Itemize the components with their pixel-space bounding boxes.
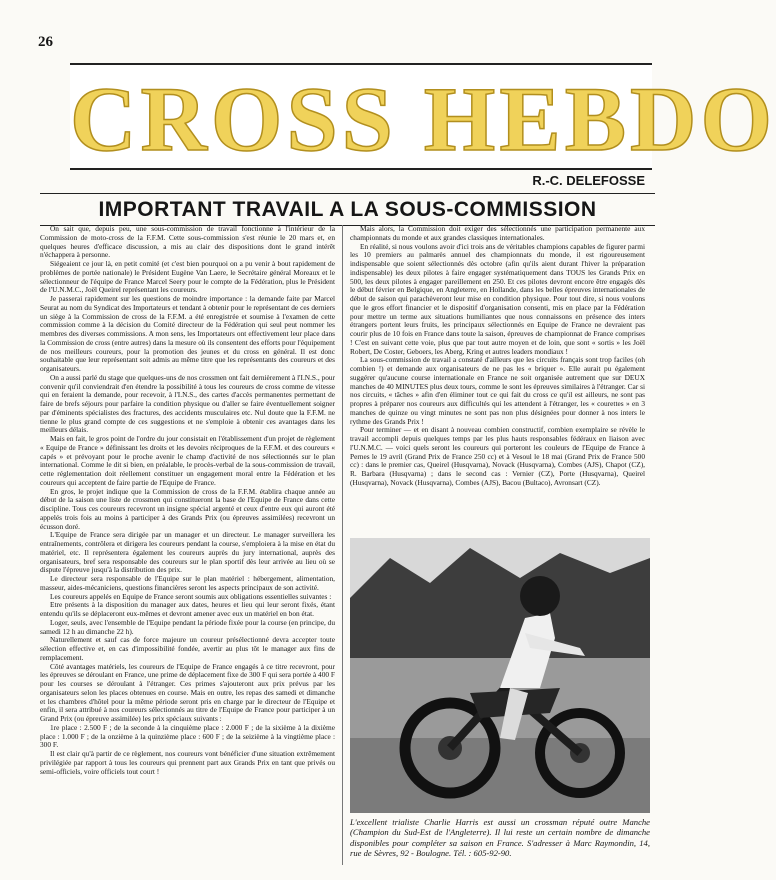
rider-illustration [350,538,650,813]
article-right-column [350,225,645,533]
paragraph: Etre présents à la disposition du manager aux dates, heures et lieu qui leur seront fixés, étant entendu qu'ils se déplaceront eux-mêmes et devront amener avec eux un matériel en bon état. [40,600,335,618]
paragraph: On sait que, depuis peu, une sous-commission de travail fonctionne à l'intérieur de la Commission de moto-cross de la F.F.M. Cette sous-commission s'est réunie le 20 mars et, en quelques heures d'efficace discussion, a mis au clair des dispositions dont le grand intérêt n'échappera à personne. [40,224,335,260]
paragraph: 1re place : 2.500 F ; de la seconde à la cinquième place : 2.000 F ; de la sixième à la dixième place : 1.000 F ; de la onzième à la quinzième place : 600 F ; de la seizième à la vingtième place : 300 F. [40,722,335,750]
paragraph: La sous-commission de travail a constaté d'ailleurs que les circuits français sont trop faciles (oh combien !) et demande aux organisateurs de ne pas les « briquer ». Elle aurait pu également suggérer qu'aucune course internationale en France ne soit organisée autrement que sur DEUX manches de 40 MINUTES plus deux tours, comme le sont les épreuves similaires à l'étranger. Car si nos circuits, « tâches » afin d'en éliminer tout ce qui fait du cross ce qu'il est ailleurs, ne sont pas propres à préparer nos coureurs aux difficultés qui les attendent à l'étranger, les « courettes » en 3 manches de quinze ou vingt minutes ne sont pas non plus désignées pour donner à nos inters le rythme des Grands Prix ! [350,355,645,426]
article-left-column [40,225,335,868]
paragraph: Pour terminer — et en disant à nouveau combien constructif, combien exemplaire se révèle le travail accompli depuis quelques temps par les plus hauts responsables fédéraux en liaison avec l'U.N.M.C. — voici quels seront les coureurs qui porteront les couleurs de l'Equipe de France à Pernes le 19 avril (Grand Prix de France 250 cc) et à Vesoul le 18 mai (Grand Prix de France 500 cc) : dans le premier cas, Queirel (Husqvarna), Novack (Husqvarna), Combes (AJS), Chapot (CZ), R. Barbara (Husqvarna) ; dans le second cas : Vernier (CZ), Porte (Husqvarna), Queirel (Husqvarna), Novack (Husqvarna), Combes (AJS), Bacou (Bultaco), Avronsart (CZ). [350,425,645,487]
motocross-photo [350,538,650,813]
paragraph: Loger, seuls, avec l'ensemble de l'Equipe pendant la période fixée pour la course (en principe, du samedi 12 h au dimanche 22 h). [40,617,335,636]
paragraph: Mais en fait, le gros point de l'ordre du jour consistait en l'établissement d'un projet de règlement « Equipe de France » définissant les droits et les devoirs réciproques de la F.F.M. et des coureurs « capés » et prévoyant pour le proche avenir le champ d'activité de nos sélectionnés sur le plan international. Comme le dit si bien, en préalable, le procès-verbal de la sous-commission de travail, cette réglementation doit réellement constituer un engagement moral entre la Fédération et les coureurs qui acceptent de faire partie de l'Equipe de France. [40,434,335,487]
paragraph: En réalité, si nous voulons avoir d'ici trois ans de véritables champions capables de figurer parmi les 10 premiers au palmarès annuel des championnats du monde, il est rigoureusement indispensable que soient sélectionnés dès octobre (afin qu'ils aient durant l'hiver la préparation indispensable) les deux pilotes à faire engager systématiquement dans TOUS les Grands Prix en 500, les deux pilotes à engager pareillement en 250. Et ces pilotes devront encore être engagés dès le début février en Belgique, en Angleterre, en Hollande, dans les belles épreuves internationales de début de saison qui parachèveront leur mise en condition physique. Pour tout dire, si nous voulons que le gros effort financier et le dispositif d'organisation consenti, mis en place par la Fédération pour mettre un terme aux situations humiliantes que nous connaissons en présence des inters étrangers portent leurs fruits, les principaux sélectionnés en Equipe de France ne devraient pas courir plus de 10 fois en France dans toute la saison, épreuves de championnat de France comprises ! C'est en suivant cette voie, plus que par tout autre moyen et de loin, que sont « sortis » les Joël Robert, De Coster, Geboers, les Aberg, Kring et autres leaders mondiaux ! [350,241,645,356]
paragraph: Côté avantages matériels, les coureurs de l'Equipe de France engagés à ce titre recevront, pour les épreuves se déroulant en France, une prime de déplacement fixe de 300 F qui sera portée à 400 F pour les courses se déroulant à l'étranger. Ces primes s'ajouteront aux prix prévus par les organisateurs selon les places obtenues en course. Mais en outre, les repas des samedi et dimanche et les chambres d'hôtel pour la même période seront pris en charge par le directeur de l'Equipe et enfin, il sera attribué à nos coureurs sélectionnés au titre de l'Equipe de France pour participer à un Grand Prix (ou épreuve assimilée) les prix spéciaux suivants : [40,661,335,723]
page-number: 26 [38,34,53,50]
paragraph: Le directeur sera responsable de l'Equipe sur le plan matériel : hébergement, alimentation, masseur, aides-mécaniciens, questions financières seront les aspects principaux de son activité. [40,574,335,592]
paragraph: Il est clair qu'à partir de ce règlement, nos coureurs vont bénéficier d'une situation extrêmement privilégiée par rapport à tous les coureurs qui prennent part aux Grands Prix en tant que privés ou semi-officiels, voire officiels tout court ! [40,749,335,776]
paragraph: Naturellement et sauf cas de force majeure un coureur présélectionné devra accepter toute sélection effective et, en cas d'impossibilité fondée, avertir au plus tôt le manager aux fins de remplacement. [40,635,335,662]
column-banner [70,63,776,170]
author-byline: R.-C. DELEFOSSE [532,173,645,188]
paragraph: Mais alors, la Commission doit exiger des sélectionnés une participation permanente aux championnats du monde et aux grandes classiques internationales. [350,224,645,242]
paragraph: Les coureurs appelés en Equipe de France seront soumis aux obligations essentielles suivantes : [50,591,332,601]
photo-caption: L'excellent trialiste Charlie Harris est aussi un crossman réputé outre Manche (Champion du Sud-Est de l'Angleterre). Il lui reste un certain nombre de dimanche disponibles pour compléter sa saison en France. S'adresser à Marc Raymondin, 14, rue de Sèvres, 92 - Boulogne. Tél. : 605-92-90. [350,817,650,859]
column-divider [342,225,343,865]
paragraph: On a aussi parlé du stage que quelques-uns de nos crossmen ont fait dernièrement à l'I.N.S., pour convenir qu'il conviendrait d'en étendre la possibilité à tous les coureurs de cross comme de vitesse qui en feraient la demande, pour recevoir, à l'I.N.S., des cartes d'accès permanentes permettant de faire de brefs séjours pour parfaire la condition physique ou d'aller se faire éventuellement soigner par d'éminents spécialistes des fractures, des accidents musculaires etc. Nul doute que la F.F.M. ne tienne le plus grand compte de ces suggestions et ne s'emploie à obtenir ces avantages dans les meilleurs délais. [40,372,335,435]
paragraph: En gros, le projet indique que la Commission de cross de la F.F.M. établira chaque année au début de la saison une liste de crossmen qui constitueront la base de l'Equipe de France dans cette discipline. Tous ces coureurs recevront un insigne spécial argenté et ceux d'entre eux qui auront été appelés trois fois au moins à participer à des Grands Prix (ou épreuves assimilées) recevront un écusson doré. [40,486,335,531]
banner-title: CROSS HEBDO [70,68,776,170]
paragraph: Siégeaient ce jour là, en petit comité (et c'est bien pourquoi on a pu venir à bout rapidement de problèmes de portée nationale) le Président Eugène Van Laere, le Secrétaire général Moreaux et le sélectionneur de l'équipe de France Marcel Seery pour le compte de la Fédération, plus le Président de l'U.N.M.C., Joël Queirel représentant les coureurs. [40,259,335,295]
paragraph: Je passerai rapidement sur les questions de moindre importance : la demande faite par Marcel Seurat au nom du Syndicat des Importateurs et tendant à obtenir pour le représentant de ces derniers un siège à la Commission de cross de la F.F.M. a été enregistrée et soumise à l'examen de cette commission comme à la décision du Comité directeur de la Fédération qui seul peut nommer les membres des diverses commissions. A mon sens, les Importateurs ont effectivement leur place dans la Commission de cross (entre autres) dans la mesure où ils consentent des efforts pour l'équipement de nos meilleurs coureurs, pour la promotion des jeunes et du cross en général. Il est donc souhaitable que leur représentant soit admis au même titre que les représentants des coureurs et des organisateurs. [40,294,335,373]
article-headline: IMPORTANT TRAVAIL A LA SOUS-COMMISSION [40,193,655,226]
paragraph: L'Equipe de France sera dirigée par un manager et un directeur. Le manager surveillera les entraînements, contrôlera et dirigera les coureurs pendant la course, s'emploiera à la mise en état du matériel, etc. Il représentera également les coureurs auprès du jury international, auprès des organisateurs, bref sera responsable des coureurs sur le plan sportif dès leur arrivée au lieu où se dispute l'épreuve jusqu'à la distribution des prix. [40,530,335,575]
